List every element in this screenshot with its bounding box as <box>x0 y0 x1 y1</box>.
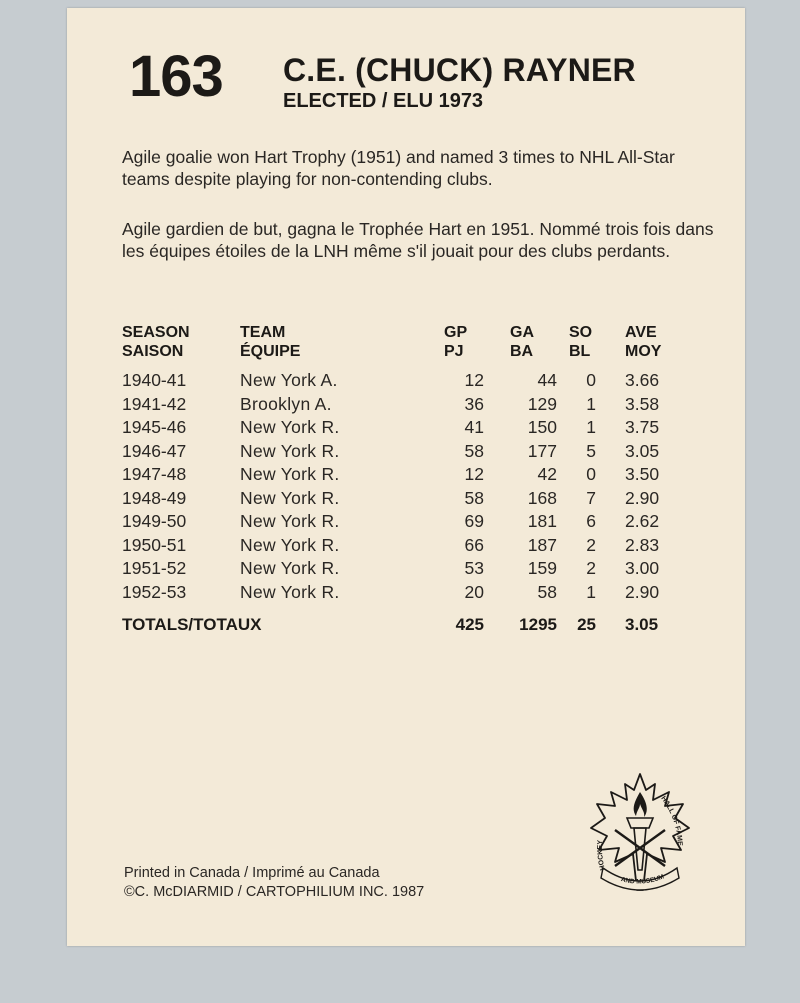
header-ave: AVE MOY <box>625 324 662 360</box>
totals-row <box>122 613 682 637</box>
cell-so: 2 <box>586 558 596 578</box>
table-row <box>122 557 682 581</box>
cell-ave: 3.66 <box>625 370 660 390</box>
cell-ga: 44 <box>537 370 557 390</box>
cell-gp: 58 <box>464 440 484 461</box>
cell-season: 1951-52 <box>122 558 187 578</box>
svg-text:HALL OF FAME: HALL OF FAME <box>659 795 683 846</box>
cell-so: 1 <box>586 417 596 437</box>
cell-ave: 2.90 <box>625 487 660 508</box>
player-name: C.E. (CHUCK) RAYNER <box>283 52 636 88</box>
cell-ga: 181 <box>527 511 557 531</box>
cell-ave: 3.58 <box>625 393 660 414</box>
header-gp: GP PJ <box>444 324 468 360</box>
bio-english-text: Agile goalie won Hart Trophy (1951) and named 3 times to NHL All-Star teams despite playing for non-contending clubs. <box>122 147 675 189</box>
cell-gp: 20 <box>464 581 484 602</box>
copyright-line: ©C. McDIARMID / CARTOPHILIUM INC. 1987 <box>124 884 425 900</box>
cell-so: 1 <box>586 393 596 414</box>
cell-gp: 12 <box>464 464 484 484</box>
cell-ga: 150 <box>527 417 557 437</box>
stats-table <box>122 323 682 637</box>
cell-team: New York R. <box>240 417 340 437</box>
cell-gp: 36 <box>464 393 484 414</box>
cell-season: 1940-41 <box>122 370 187 390</box>
table-row <box>122 440 682 464</box>
svg-text:HOCKEY: HOCKEY <box>596 839 607 871</box>
cell-season: 1945-46 <box>122 417 187 437</box>
header-team: TEAM ÉQUIPE <box>240 324 301 360</box>
cell-gp: 58 <box>464 487 484 508</box>
cell-team: New York R. <box>240 487 340 508</box>
table-row <box>122 416 682 440</box>
svg-text:AND MUSEUM: AND MUSEUM <box>620 873 666 886</box>
cell-gp: 41 <box>464 417 484 437</box>
totals-ave: 3.05 <box>625 615 659 634</box>
cell-season: 1950-51 <box>122 534 187 555</box>
printed-in-canada: Printed in Canada / Imprimé au Canada <box>124 865 380 881</box>
totals-label: TOTALS/TOTAUX <box>122 615 262 634</box>
cell-season: 1952-53 <box>122 581 187 602</box>
cell-ave: 2.90 <box>625 581 660 602</box>
cell-so: 5 <box>586 440 596 461</box>
table-row <box>122 510 682 534</box>
table-row <box>122 581 682 605</box>
cell-team: Brooklyn A. <box>240 393 332 414</box>
table-row <box>122 463 682 487</box>
cell-team: New York R. <box>240 581 340 602</box>
cell-team: New York A. <box>240 370 338 390</box>
cell-gp: 53 <box>464 558 484 578</box>
cell-so: 7 <box>586 487 596 508</box>
table-row <box>122 534 682 558</box>
cell-so: 0 <box>586 370 596 390</box>
cell-gp: 69 <box>464 511 484 531</box>
cell-season: 1949-50 <box>122 511 187 531</box>
cell-team: New York R. <box>240 440 340 461</box>
cell-ave: 3.75 <box>625 417 660 437</box>
cell-ga: 159 <box>527 558 557 578</box>
cell-season: 1941-42 <box>122 393 187 414</box>
cell-ave: 3.05 <box>625 440 660 461</box>
totals-ga: 1295 <box>519 615 557 634</box>
cell-gp: 66 <box>464 534 484 555</box>
cell-season: 1948-49 <box>122 487 187 508</box>
cell-team: New York R. <box>240 464 340 484</box>
cell-ga: 42 <box>537 464 557 484</box>
header-so: SO BL <box>569 324 593 360</box>
totals-so: 25 <box>577 615 596 634</box>
cell-team: New York R. <box>240 558 340 578</box>
cell-ga: 168 <box>527 487 557 508</box>
cell-ave: 3.00 <box>625 558 660 578</box>
cell-ga: 177 <box>527 440 557 461</box>
cell-team: New York R. <box>240 534 340 555</box>
cell-team: New York R. <box>240 511 340 531</box>
cell-season: 1947-48 <box>122 464 187 484</box>
header-ga: GA BA <box>510 324 534 360</box>
table-row <box>122 393 682 417</box>
cell-so: 1 <box>586 581 596 602</box>
cell-ga: 129 <box>527 393 557 414</box>
cell-ave: 2.62 <box>625 511 660 531</box>
cell-season: 1946-47 <box>122 440 187 461</box>
hockey-hall-of-fame-logo-icon <box>585 770 695 900</box>
table-row <box>122 369 682 393</box>
cell-ga: 187 <box>527 534 557 555</box>
cell-so: 6 <box>586 511 596 531</box>
cell-so: 0 <box>586 464 596 484</box>
cell-ave: 2.83 <box>625 534 660 555</box>
stats-header <box>122 323 682 363</box>
card-footer <box>124 864 424 902</box>
card-number: 163 <box>129 44 223 109</box>
table-row <box>122 487 682 511</box>
bio-french <box>122 218 722 262</box>
stats-rows <box>122 369 682 604</box>
cell-gp: 12 <box>464 370 484 390</box>
totals-gp: 425 <box>455 615 484 634</box>
bio-english <box>122 146 722 190</box>
bio-french-text: Agile gardien de but, gagna le Trophée Hart en 1951. Nommé trois fois dans les équipes étoiles de la LNH même s'il jouait pour des clubs perdants. <box>122 219 714 261</box>
header-season: SEASON SAISON <box>122 324 190 360</box>
trading-card-back <box>67 8 745 946</box>
elected-year: ELECTED / ELU 1973 <box>283 90 484 112</box>
cell-ave: 3.50 <box>625 464 660 484</box>
cell-ga: 58 <box>537 581 557 602</box>
cell-so: 2 <box>586 534 596 555</box>
